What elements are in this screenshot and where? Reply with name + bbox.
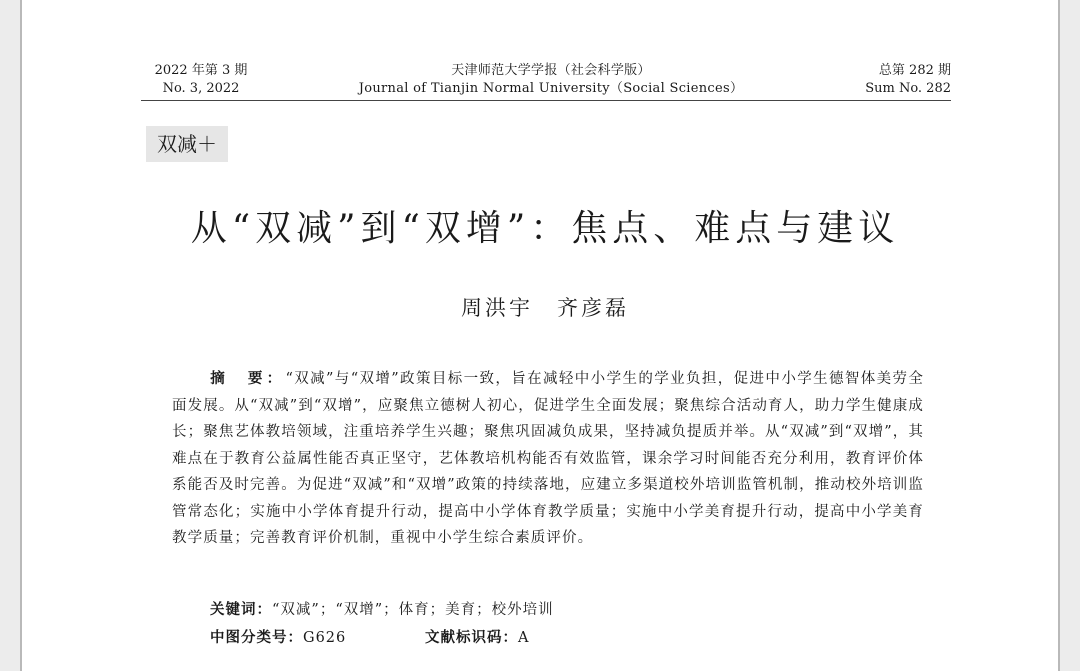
doc-code [425,626,529,650]
clc-value: G626 [303,630,347,646]
classification [210,626,810,650]
keywords [210,598,554,622]
clc-label: 中图分类号： [210,630,303,646]
article-title: 从“双减”到“双增”：焦点、难点与建议 [190,208,900,249]
issue-en: No. 3, 2022 [162,81,240,96]
total-issue [821,62,951,98]
keywords-text: “双减”；“双增”；体育；美育；校外培训 [272,602,554,618]
journal-cn: 天津师范大学学报（社会科学版） [451,63,651,78]
page-edge-left [0,0,22,671]
section-tag: 双减＋ [146,126,228,162]
journal-en: Journal of Tianjin Normal University（Social Sciences） [358,81,744,96]
abstract [172,366,924,552]
total-cn: 总第 282 期 [878,63,951,78]
article-authors: 周洪宇 齐彦磊 [461,296,629,320]
doc-code-value: A [518,630,530,646]
abstract-text: “双减”与“双增”政策目标一致，旨在减轻中小学生的学业负担，促进中小学生德智体美劳全面发展。从“双减”到“双增”，应聚焦立德树人初心，促进学生全面发展；聚焦综合活动育人，助力学生健康成长；聚焦艺体教培领域，注重培养学生兴趣；聚焦巩固减负成果，坚持减负提质并举。从“双减”到“双增”，其难点在于教育公益属性能否真正坚守，艺体教培机构能否有效监管，课余学习时间能否充分利用，教育评价体系能否及时完善。为促进“双减”和“双增”政策的持续落地，应建立多渠道校外培训监管机制，推动校外培训监管常态化；实施中小学体育提升行动，提高中小学体育教学质量；实施中小学美育提升行动，提高中小学美育教学质量；完善教育评价机制，重视中小学生综合素质评价。 [172,371,924,546]
keywords-label: 关键词： [210,602,272,618]
page-edge-right [1058,0,1080,671]
abstract-label: 摘 要： [210,371,286,387]
journal-header [141,60,951,101]
issue-cn: 2022 年第 3 期 [154,63,248,78]
doc-code-label: 文献标识码： [425,630,518,646]
issue-info [141,62,261,98]
total-en: Sum No. 282 [865,81,951,96]
journal-name [311,62,791,98]
